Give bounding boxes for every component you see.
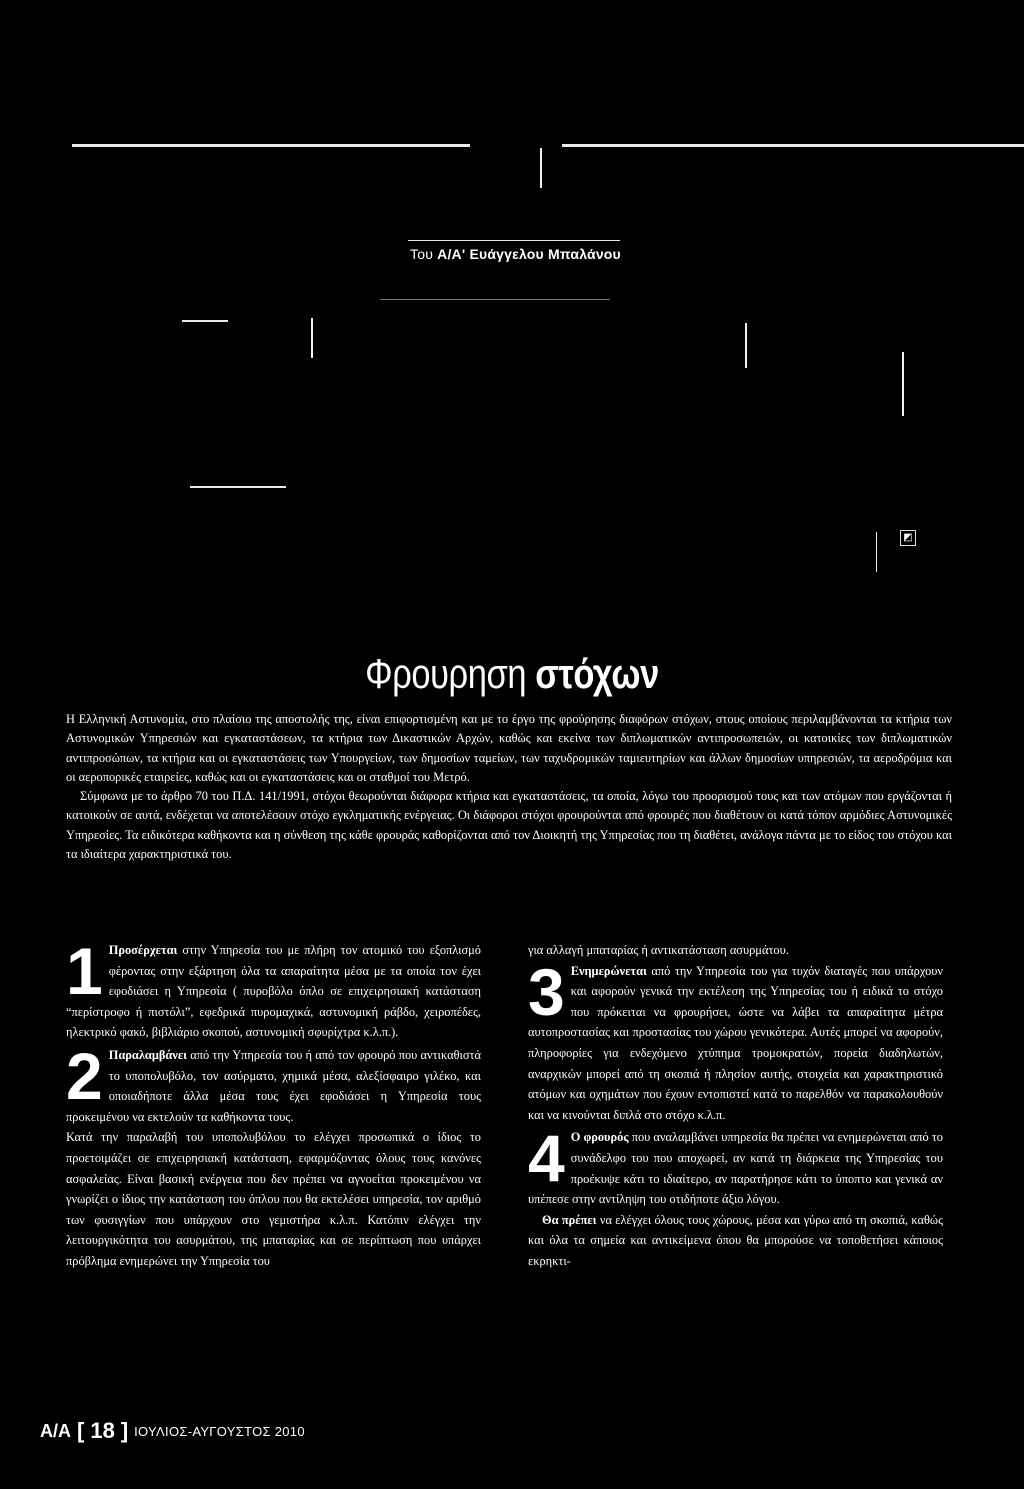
byline-author: Α/Α' Ευάγγελου Μπαλάνου <box>437 246 621 262</box>
mid-rule-left <box>182 320 228 322</box>
left-column <box>66 934 481 1272</box>
magazine-name: Α/Α <box>40 1420 71 1441</box>
item-number: 3 <box>528 954 565 1029</box>
intro-paragraph-2: Σύμφωνα με το άρθρο 70 του Π.Δ. 141/1991, στόχοι θεωρούνται διάφορα κτήρια και εγκαταστάσεις, τα οποία, λόγω του προορισμού τους και των ατόμων που εργάζονται ή κατοικούν σε αυτά, ενδέχεται να αποτελέσουν στόχο εγκληματικής ενέργειας. Οι διάφοροι στόχοι φρουρούνται από φρουρές που διαθέτουν οι κατά τόπον αρμόδιες Αστυνομικές Υπηρεσίες. Τα ειδικότερα καθήκοντα και η σύνθεση της κάθε φρουράς καθορίζονται από τον Διοικητή της Υπηρεσίας που τη διαθέτει, ανάλογα πάντα με το είδος του στόχου και τα ιδιαίτερα χαρακτηριστικά του. <box>66 789 952 862</box>
final-lead: Θα πρέπει <box>542 1212 597 1227</box>
final-text: να ελέγχει όλους τους χώρους, μέσα και γύρω από τη σκοπιά, καθώς και όλα τα σημεία και αντικείμενα όπου θα μπορούσε να τοποθετήσει κάποιος εκρηκτι- <box>528 1212 943 1268</box>
list-item <box>528 954 943 1126</box>
list-item <box>66 934 481 1043</box>
mid-vertical-rule-3 <box>902 352 904 416</box>
top-vertical-rule <box>540 148 542 188</box>
item-lead: Προσέρχεται <box>108 943 178 957</box>
bracket-close: ] <box>120 1418 129 1443</box>
issue-date: ΙΟΥΛΙΟΣ-ΑΥΓΟΥΣΤΟΣ 2010 <box>134 1423 305 1439</box>
list-item <box>66 1038 481 1127</box>
page-mark-icon: ◩ <box>900 530 916 546</box>
byline-prefix: Του <box>410 246 434 262</box>
byline <box>410 246 621 262</box>
item-number: 1 <box>66 934 103 1008</box>
item-text: από την Υπηρεσία του ή από τον φρουρό που αντικαθιστά το υποπολυβόλο, τον ασύρματο, χημικά μέσα, αλεξίσφαιρο γιλέκο, και οποιαδήποτε άλλα μέσα τους έχει εφοδιάσει η Υπηρεσία τους προκειμένου να εκτελούν τα καθήκοντα τους. <box>66 1047 481 1124</box>
item-number: 2 <box>66 1038 103 1113</box>
mid-vertical-rule-2 <box>745 323 747 368</box>
lower-vertical-rule <box>876 532 877 572</box>
item-text: από την Υπηρεσία του για τυχόν διαταγές που υπάρχουν και αφορούν γενικά την εκτέλεση της Υπηρεσίας του ή ειδικά το στόχο που πρόκειται να φρουρήσει, ώστε να λάβει τα απαραίτητα μέτρα αυτοπροστασίας και προστασίας του χώρου γενικότερα. Αυτές μπορεί να αφορούν, πληροφορίες για ενδεχόμενο χτύπημα τρομοκρατών, πορεία διαδηλωτών, αναρχικών μπορεί από τη σκοπιά ή πλησίον αυτής, στοιχεία και χαρακτηριστικό ατόμων και οχημάτων που έχουν εντοπιστεί κατά το παρελθόν να παρακολουθούν και να κινούνται διπλά στο στόχο κ.λ.π. <box>528 963 943 1122</box>
right-column <box>528 940 943 1272</box>
item-number: 4 <box>528 1121 565 1196</box>
right-final-paragraph <box>528 1210 943 1272</box>
lower-rule-left <box>190 486 286 488</box>
bracket-open: [ <box>77 1418 85 1443</box>
page-footer <box>40 1418 305 1444</box>
intro-paragraph-1: Η Ελληνική Αστυνομία, στο πλαίσιο της αποστολής της, είναι επιφορτισμένη και με το έργο της φρούρησης διαφόρων στόχων, στους οποίους περιλαμβάνονται τα κτήρια των Αστυνομικών Υπηρεσιών και εγκαταστάσεων, τα κτήρια των Δικαστικών Αρχών, καθώς και εκείνα των διπλωματικών αντιπροσωπειών, οι κατοικίες των διπλωματικών αντιπροσώπων, τα κτήρια και οι εγκαταστάσεις των Υπουργείων, των δημοσίων ταμείων, των ταχυδρομικών ταμιευτηρίων και άλλων δημοσίων υπηρεσιών, τα αεροδρόμια και οι αεροπορικές εταιρείες, καθώς και οι εγκαταστάσεις και οι σταθμοί του Μετρό. <box>66 712 952 784</box>
item-lead: Ενημερώνεται <box>570 963 647 978</box>
list-item <box>528 1121 943 1209</box>
mid-vertical-rule-1 <box>311 318 313 358</box>
title-part1: Φρουρηση <box>365 650 527 697</box>
top-rule-left <box>72 144 470 147</box>
item-text: που αναλαμβάνει υπηρεσία θα πρέπει να ενημερώνεται από το συνάδελφο του που αποχωρεί, αν κατά τη διάρκεια της Υπηρεσίας του προέκυψε κάτι το ιδιαίτερο, αν παρατήρησε κάτι το ύποπτο και γενικά αν υπέπεσε στην αντίληψη του οτιδήποτε άξιο λόγου. <box>528 1130 943 1207</box>
byline-rule-bottom <box>380 299 610 300</box>
byline-rule-top <box>408 240 620 241</box>
right-top-line: για αλλαγή μπαταρίας ή αντικατάσταση ασυρμάτου. <box>528 943 789 957</box>
title-part2: στόχων <box>535 650 659 697</box>
article-title <box>92 650 932 698</box>
item-lead: Ο φρουρός <box>570 1130 629 1145</box>
item-lead: Παραλαμβάνει <box>108 1047 187 1062</box>
left-paragraph: Κατά την παραλαβή του υποπολυβόλου το ελέγχει προσωπικά ο ίδιος το προετοιμάζει σε επιχειρησιακή κατάσταση, εφαρμόζοντας όλους τους κανόνες ασφαλείας. Είναι βασική ενέργεια που δεν πρέπει να αγνοείται προκειμένου να γνωρίζει ο ίδιος την κατάσταση του όπλου που θα εκτελέσει υπηρεσία, τον αριθμό των φυσιγγίων που υπάρχουν στο γεμιστήρα κ.λ.π. Κατόπιν ελέγχει την λειτουργικότητα του ασυρμάτου, της μπαταρίας και σε περίπτωση που υπάρχει πρόβλημα ενημερώνει την Υπηρεσία του <box>66 1130 481 1268</box>
top-rule-right <box>562 144 1024 147</box>
item-text: στην Υπηρεσία του με πλήρη τον ατομικό του εξοπλισμό φέροντας στην εξάρτηση όλα τα απαραίτητα μέσα με τα οποία τον έχει εφοδιάσει η Υπηρεσία ( πυροβόλο όπλο σε επιχειρησιακή κατάσταση “περίστροφο ή πιστόλι”, εφεδρικά πυρομαχικά, αστυνομική ράβδο, χειροπέδες, ηλεκτρικό φακό, βιβλιάριο σκοπού, αστυνομική σφυρίχτρα κ.λ.π.). <box>66 943 481 1040</box>
intro-block <box>66 710 952 864</box>
page-number: 18 <box>90 1418 115 1443</box>
